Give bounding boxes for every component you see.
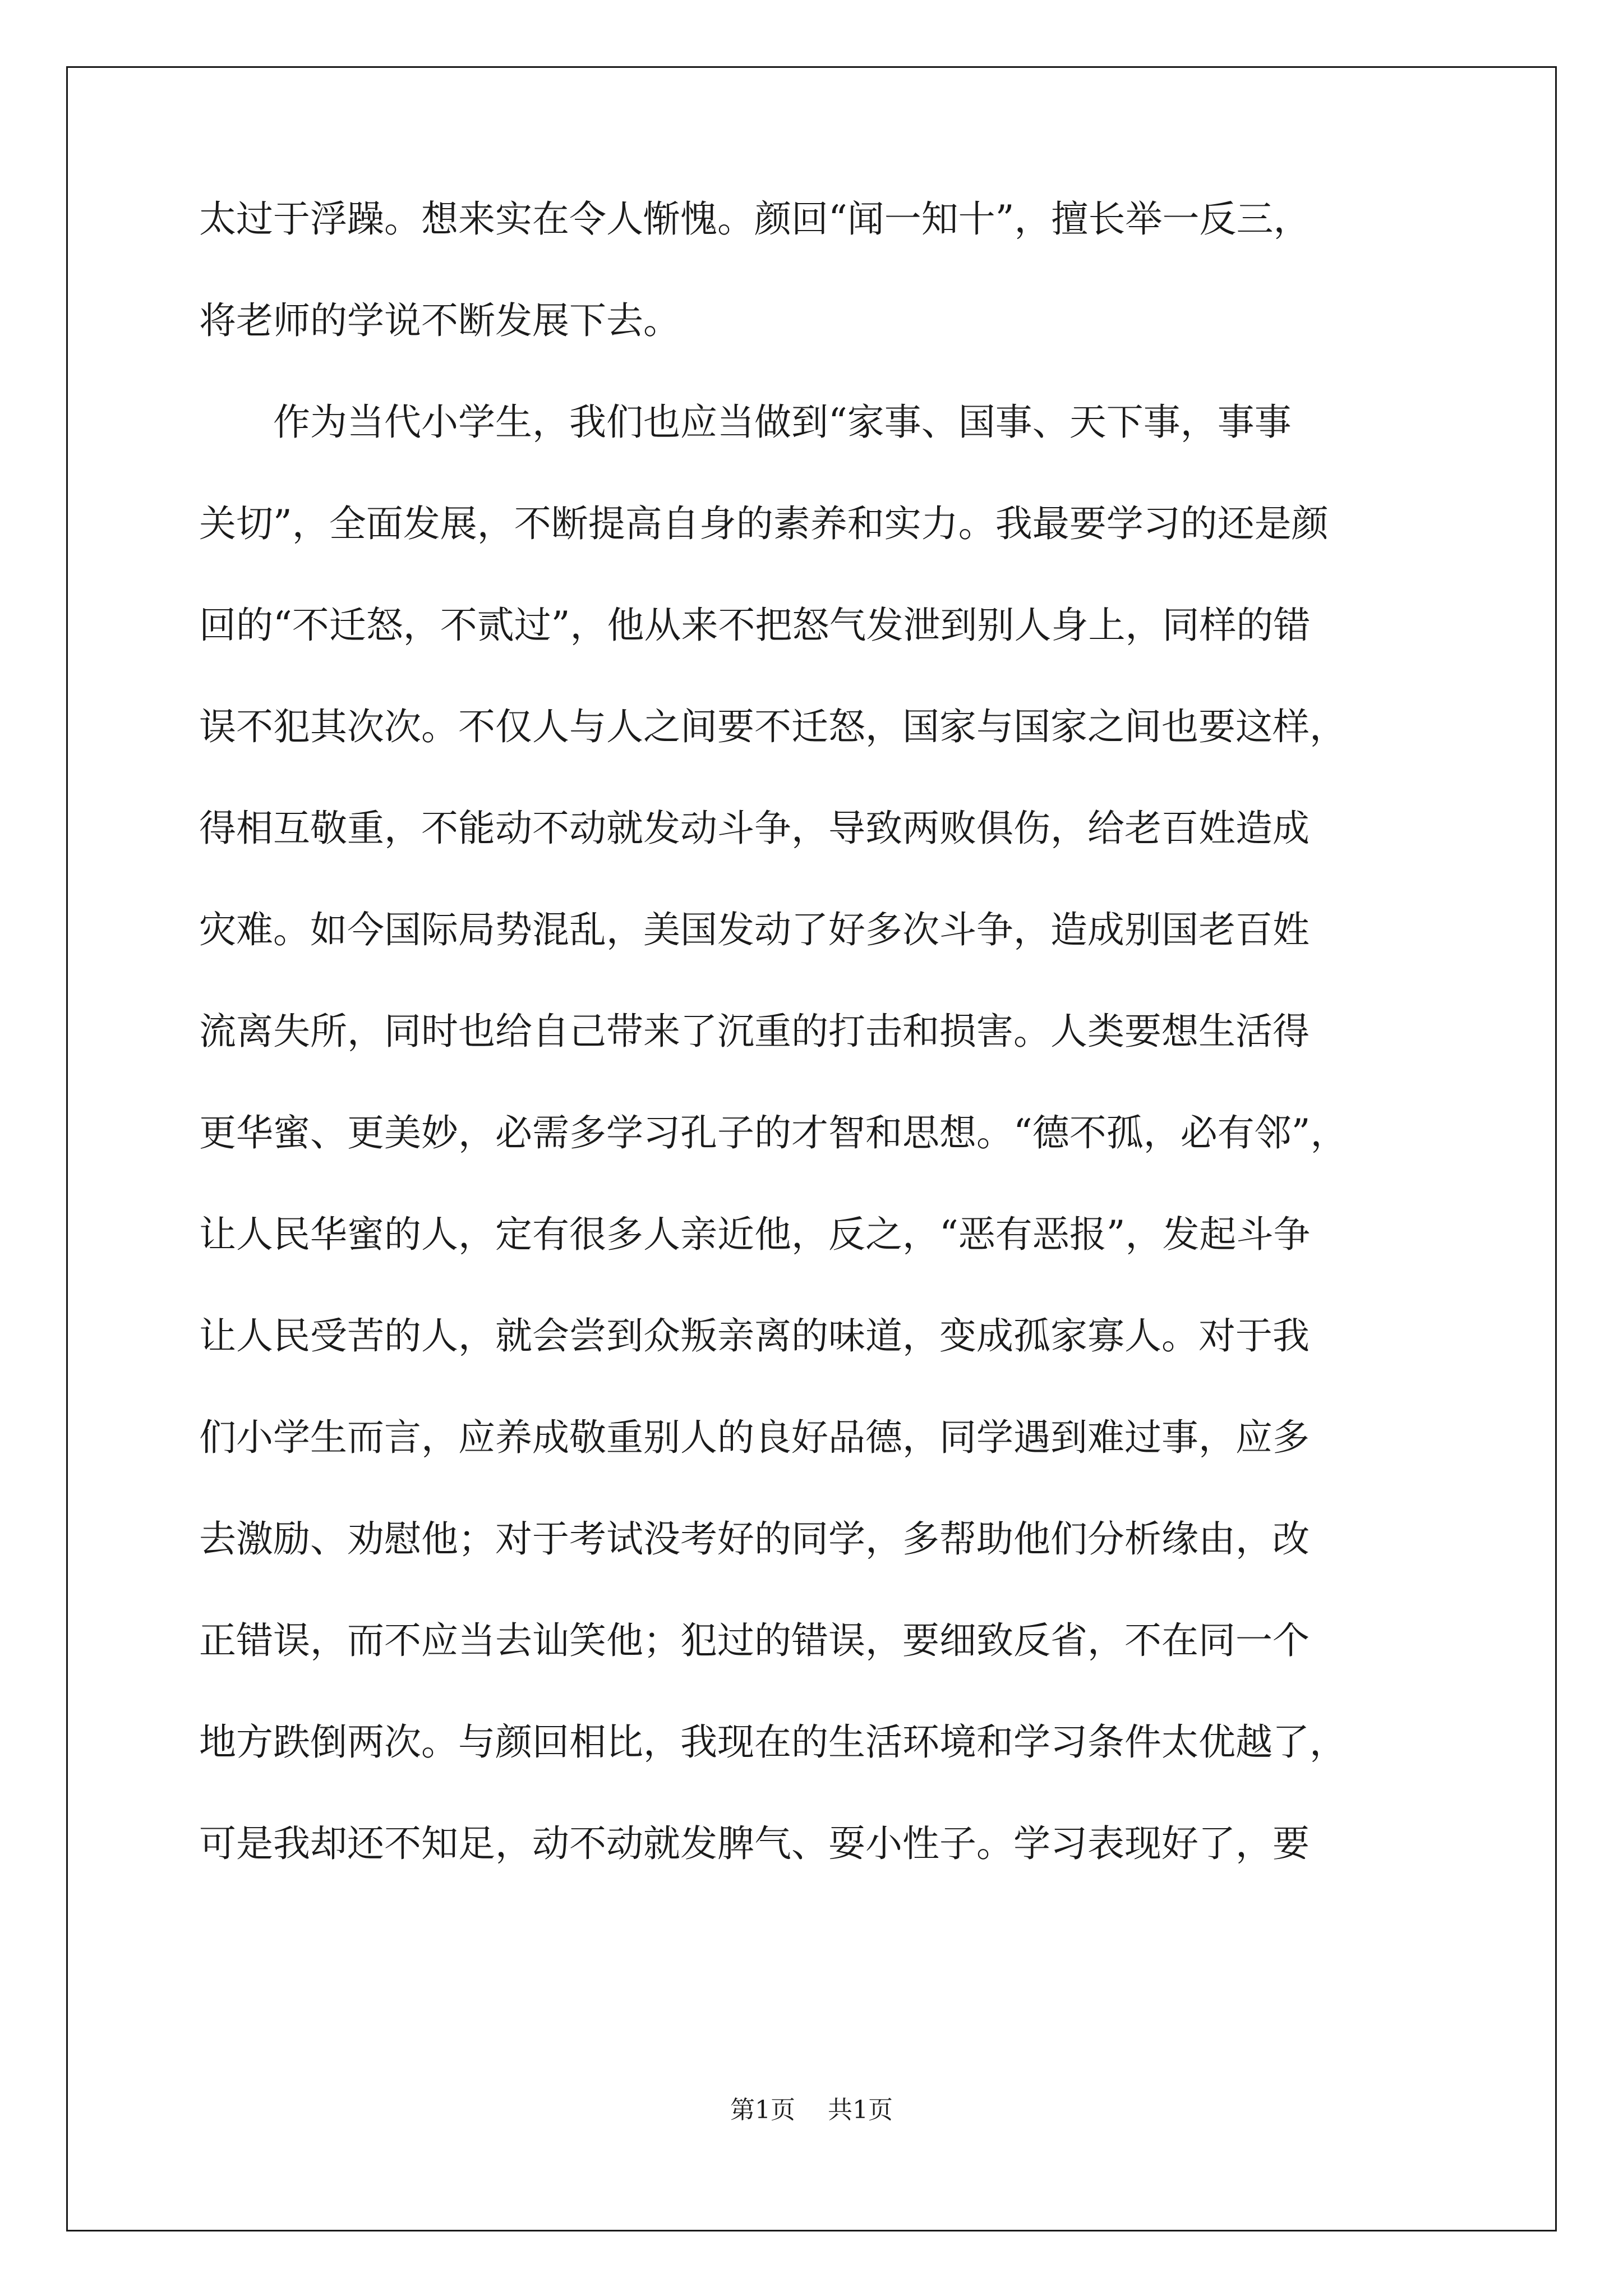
text-line: 可是我却还不知足，动不动就发脾气、耍小性子。学习表现好了，要 [199, 1822, 1310, 1865]
paragraph-1 [199, 168, 1478, 371]
text-line: 误不犯其次次。不仅人与人之间要不迁怒，国家与国家之间也要这样， [199, 705, 1347, 748]
page-number-total: 共1页 [828, 2096, 893, 2124]
text-line: 让人民华蜜的人，定有很多人亲近他，反之，“恶有恶报”，发起斗争 [199, 1213, 1311, 1256]
text-line: 去激励、劝慰他；对于考试没考好的同学，多帮助他们分析缘由，改 [199, 1517, 1310, 1561]
text-line: 灾难。如今国际局势混乱，美国发动了好多次斗争，造成别国老百姓 [199, 908, 1310, 951]
paragraph-2 [199, 371, 1478, 1894]
text-line: 关切”，全面发展，不断提高自身的素养和实力。我最要学习的还是颜 [199, 502, 1329, 545]
text-line: 流离失所，同时也给自己带来了沉重的打击和损害。人类要想生活得 [199, 1010, 1310, 1053]
text-line: 们小学生而言，应养成敬重别人的良好品德，同学遇到难过事，应多 [199, 1416, 1310, 1459]
text-line: 更华蜜、更美妙，必需多学习孔子的才智和思想。“德不孤，必有邻”， [199, 1111, 1348, 1154]
text-line: 地方跌倒两次。与颜回相比，我现在的生活环境和学习条件太优越了， [199, 1720, 1347, 1764]
text-line: 作为当代小学生，我们也应当做到“家事、国事、天下事，事事 [273, 401, 1292, 444]
text-line: 将老师的学说不断发展下去。 [199, 299, 680, 342]
text-line: 正错误，而不应当去讪笑他；犯过的错误，要细致反省，不在同一个 [199, 1619, 1310, 1662]
text-line: 太过于浮躁。想来实在令人惭愧。颜回“闻一知十”，擅长举一反三， [199, 197, 1311, 241]
page-footer [0, 2090, 1623, 2125]
text-line: 得相互敬重，不能动不动就发动斗争，导致两败俱伤，给老百姓造成 [199, 807, 1310, 850]
document-body [199, 168, 1478, 1894]
text-line: 让人民受苦的人，就会尝到众叛亲离的味道，变成孤家寡人。对于我 [199, 1314, 1310, 1358]
page-number-current: 第1页 [730, 2096, 795, 2124]
text-line: 回的“不迁怒，不贰过”，他从来不把怒气发泄到别人身上，同样的错 [199, 604, 1311, 647]
